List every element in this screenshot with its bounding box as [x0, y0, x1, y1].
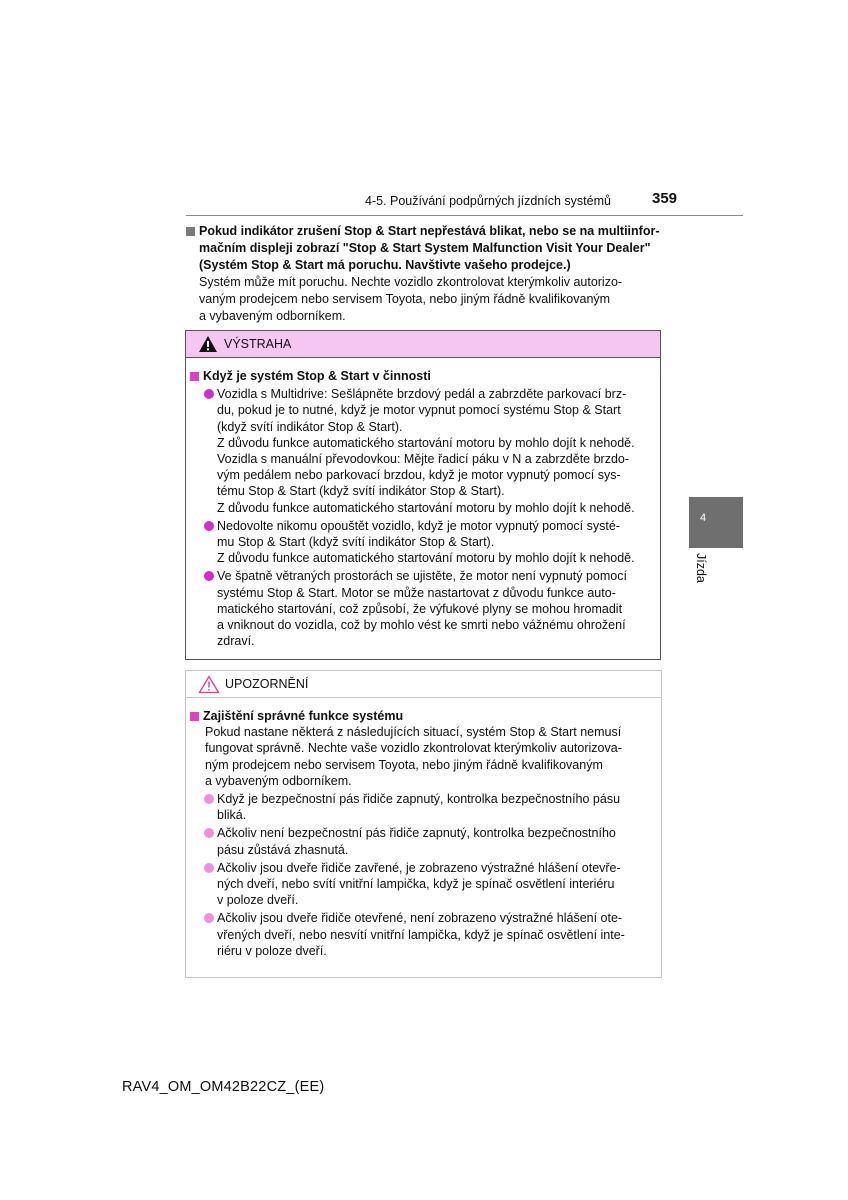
text-line: systému Stop & Start. Motor se může nastartovat z důvodu funkce auto- [217, 585, 616, 600]
list-item [204, 386, 654, 516]
square-bullet-icon [190, 372, 199, 381]
text-line: fungovat správně. Nechte vaše vozidlo zkontrolovat kterýmkoliv autorizova- [205, 741, 622, 756]
text-line: zdraví. [217, 634, 255, 649]
text-line: tému Stop & Start (když svítí indikátor Stop & Start). [217, 484, 505, 499]
caution-triangle-icon [198, 675, 220, 694]
round-bullet-icon [204, 571, 214, 581]
text-line: Ve špatně větraných prostorách se ujistěte, že motor není vypnutý pomocí [217, 569, 627, 584]
section-title-text: Když je systém Stop & Start v činnosti [203, 369, 431, 383]
heading-line: (Systém Stop & Start má poruchu. Navštivte vašeho prodejce.) [199, 258, 571, 272]
text-line: du, pokud je to nutné, když je motor vypnut pomocí systému Stop & Start [217, 403, 621, 418]
list-item [204, 791, 655, 823]
round-bullet-icon [204, 521, 214, 531]
round-bullet-icon [204, 794, 214, 804]
text-line: Vozidla s Multidrive: Sešlápněte brzdový pedál a zabrzděte parkovací brz- [217, 387, 627, 402]
chapter-number: 4 [700, 512, 707, 524]
warning-bullets [204, 386, 654, 649]
text-line: pásu zůstává zhasnutá. [217, 842, 349, 857]
warning-box [185, 330, 661, 660]
text-line: a vniknout do vozidla, což by mohlo vést ke smrti nebo vážnému ohrožení [217, 618, 626, 633]
text-line: Pokud nastane některá z následujících situací, systém Stop & Start nemusí [205, 725, 622, 740]
section-title-text: Zajištění správné funkce systému [203, 709, 404, 723]
text-line: Ačkoliv není bezpečnostní pás řidiče zapnutý, kontrolka bezpečnostního [217, 826, 616, 841]
warning-header [186, 331, 660, 358]
heading-line: mačním displeji zobrazí "Stop & Start System Malfunction Visit Your Dealer" [199, 241, 651, 255]
text-line: mu Stop & Start (když svítí indikátor Stop & Start). [217, 535, 495, 550]
list-item [204, 518, 654, 567]
intro-section [186, 223, 662, 325]
list-item [204, 825, 655, 857]
caution-intro [205, 724, 655, 789]
text-line: vřených dveří, nebo nesvítí vnitřní lampička, když je spínač osvětlení inte- [217, 927, 625, 942]
text-line: v poloze dveří. [217, 893, 299, 908]
round-bullet-icon [204, 828, 214, 838]
body-line: Systém může mít poruchu. Nechte vozidlo zkontrolovat kterýmkoliv autorizo- [199, 275, 623, 289]
caution-header [186, 671, 661, 698]
caution-section-title [190, 708, 655, 724]
text-line: a vybaveným odborníkem. [205, 773, 352, 788]
round-bullet-icon [204, 863, 214, 873]
warning-triangle-icon [198, 335, 218, 353]
text-line: bliká. [217, 808, 247, 823]
text-line: Z důvodu funkce automatického startování motoru by mohlo dojít k nehodě. [217, 551, 635, 566]
text-line: Z důvodu funkce automatického startování motoru by mohlo dojít k nehodě. [217, 500, 635, 515]
text-line: ným prodejcem nebo servisem Toyota, nebo jiným řádně kvalifikovaným [205, 757, 603, 772]
warning-label: VÝSTRAHA [224, 337, 292, 351]
body-line: vaným prodejcem nebo servisem Toyota, nebo jiným řádně kvalifikovaným [199, 292, 611, 306]
text-line: matického startování, což způsobí, že výfukové plyny se mohou hromadit [217, 601, 623, 616]
intro-body [199, 274, 662, 325]
caution-box [185, 670, 662, 978]
heading-line: Pokud indikátor zrušení Stop & Start nepřestává blikat, nebo se na multiinfor- [199, 224, 660, 238]
text-line: Když je bezpečnostní pás řidiče zapnutý, kontrolka bezpečnostního pásu [217, 792, 621, 807]
caution-label: UPOZORNĚNÍ [225, 677, 309, 691]
text-line: Vozidla s manuální převodovkou: Mějte řadicí páku v N a zabrzděte brzdo- [217, 452, 630, 467]
text-line: Z důvodu funkce automatického startování motoru by mohlo dojít k nehodě. [217, 435, 635, 450]
text-line: vým pedálem nebo parkovací brzdou, když je motor vypnutý pomocí sys- [217, 468, 621, 483]
square-bullet-icon [186, 227, 195, 236]
chapter-tab [689, 497, 743, 548]
list-item [204, 860, 655, 909]
text-line: riéru v poloze dveří. [217, 943, 327, 958]
intro-heading [186, 223, 662, 274]
chapter-label: Jízda [694, 553, 708, 583]
warning-section-title [190, 368, 654, 384]
header-divider [186, 215, 743, 216]
list-item [204, 568, 654, 649]
document-code: RAV4_OM_OM42B22CZ_(EE) [122, 1079, 325, 1095]
square-bullet-icon [190, 712, 199, 721]
text-line: (když svítí indikátor Stop & Start). [217, 419, 403, 434]
header-section-title: 4-5. Používání podpůrných jízdních systémů [365, 194, 611, 208]
caution-bullets [204, 791, 655, 959]
text-line: Ačkoliv jsou dveře řidiče otevřené, není zobrazeno výstražné hlášení ote- [217, 911, 623, 926]
text-line: Ačkoliv jsou dveře řidiče zavřené, je zobrazeno výstražné hlášení otevře- [217, 860, 621, 875]
round-bullet-icon [204, 913, 214, 923]
text-line: Nedovolte nikomu opouštět vozidlo, když je motor vypnutý pomocí systé- [217, 518, 620, 533]
round-bullet-icon [204, 389, 214, 399]
page-number: 359 [652, 190, 678, 207]
list-item [204, 910, 655, 959]
text-line: ných dveří, nebo svítí vnitřní lampička, když je spínač osvětlení interiéru [217, 877, 615, 892]
body-line: a vybaveným odborníkem. [199, 309, 346, 323]
